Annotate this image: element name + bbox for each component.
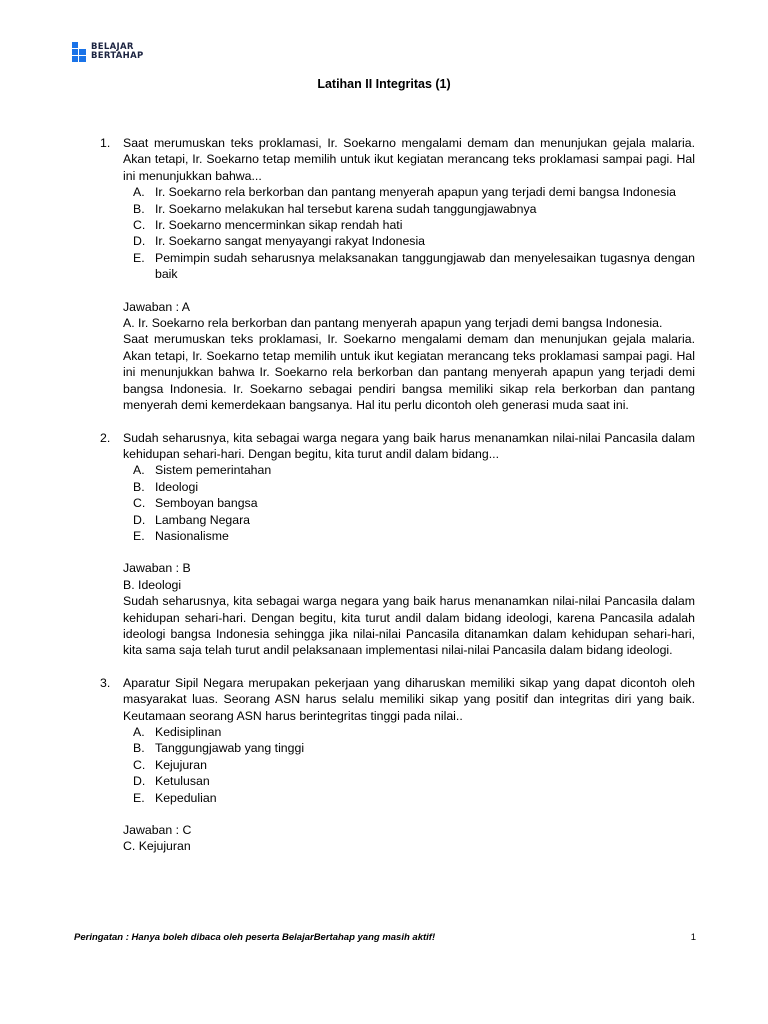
option-b <box>123 479 695 495</box>
question-number: 3. <box>100 675 111 690</box>
page-number: 1 <box>690 932 696 943</box>
option-d <box>123 773 695 789</box>
option-text: Semboyan bangsa <box>155 496 258 511</box>
option-c <box>123 757 695 773</box>
answer-label: Jawaban : B <box>123 561 191 576</box>
brand-line-1: BELAJAR <box>91 42 134 52</box>
option-letter: E. <box>133 250 145 265</box>
answer-label: Jawaban : C <box>123 823 192 838</box>
option-e <box>123 790 695 806</box>
answer-label: Jawaban : A <box>123 299 190 314</box>
option-letter: B. <box>133 479 145 494</box>
option-letter: C. <box>133 218 146 233</box>
question-body <box>123 675 695 855</box>
option-text: Ideologi <box>155 479 199 494</box>
answer-explanation: Sudah seharusnya, kita sebagai warga negara yang baik harus menanamkan nilai-nilai Pancasila dalam kehidupan sehari-hari. Dengan begitu, kita turut andil dalam bidang ideologi, karena Pancasila adalah ideologi bangsa Indonesia sehingga jika nilai-nilai Pancasila ditanamkan dalam kehidupan sehari-hari, kita sama saja telah turut andil pelaksanaan implementasi nilai-nilai Pancasila dalam bidang ideologi. <box>123 594 695 658</box>
brand-line-2: BERTAHAP <box>91 51 144 61</box>
answer-text: C. Kejujuran <box>123 839 191 854</box>
option-letter: D. <box>133 774 146 789</box>
option-b <box>123 201 695 217</box>
option-a <box>123 184 695 200</box>
question-stem: Saat merumuskan teks proklamasi, Ir. Soekarno mengalami demam dan menunjukan gejala malaria. Akan tetapi, Ir. Soekarno tetap memilih untuk ikut kegiatan merancang teks proklamasi sampai pagi. Hal ini menunjukkan bahwa... <box>123 136 695 183</box>
question-1 <box>100 135 695 414</box>
option-text: Kedisiplinan <box>155 725 222 739</box>
option-list <box>123 724 695 806</box>
question-number: 2. <box>100 430 111 445</box>
question-body <box>123 430 695 659</box>
question-2 <box>100 430 695 659</box>
option-text: Sistem pemerintahan <box>155 463 272 478</box>
option-letter: D. <box>133 512 146 527</box>
option-text: Ir. Soekarno sangat menyayangi rakyat Indonesia <box>155 234 426 249</box>
option-list <box>123 462 695 544</box>
option-text: Ir. Soekarno mencerminkan sikap rendah hati <box>155 218 403 233</box>
answer-text: B. Ideologi <box>123 577 182 592</box>
option-letter: A. <box>133 463 145 478</box>
option-e <box>123 528 695 544</box>
option-letter: E. <box>133 790 145 805</box>
option-e <box>123 250 695 283</box>
option-letter: C. <box>133 757 146 772</box>
answer-text: A. Ir. Soekarno rela berkorban dan pantang menyerah apapun yang terjadi demi bangsa Indonesia. <box>123 316 663 331</box>
option-text: Ir. Soekarno rela berkorban dan pantang menyerah apapun yang terjadi demi bangsa Indonesia <box>155 185 676 200</box>
belajar-bertahap-logo-icon <box>72 42 87 62</box>
option-letter: B. <box>133 201 145 216</box>
page-title: Latihan II Integritas (1) <box>317 77 451 91</box>
option-c <box>123 217 695 233</box>
question-list <box>100 135 695 855</box>
option-text: Kepedulian <box>155 790 217 805</box>
question-3 <box>100 675 695 855</box>
option-text: Kejujuran <box>155 757 207 772</box>
option-letter: E. <box>133 528 145 543</box>
option-text: Ketulusan <box>155 774 210 789</box>
footer-warning: Peringatan : Hanya boleh dibaca oleh peserta BelajarBertahap yang masih aktif! <box>74 932 436 943</box>
question-body <box>123 135 695 414</box>
option-text: Pemimpin sudah seharusnya melaksanakan tanggungjawab dan menyelesaikan tugasnya dengan baik <box>155 250 695 282</box>
option-letter: B. <box>133 741 145 756</box>
option-letter: A. <box>133 725 145 739</box>
option-text: Ir. Soekarno melakukan hal tersebut karena sudah tanggungjawabnya <box>155 201 537 216</box>
option-letter: D. <box>133 234 146 249</box>
option-text: Lambang Negara <box>155 512 251 527</box>
option-a <box>123 724 695 740</box>
option-c <box>123 495 695 511</box>
option-letter: A. <box>133 185 145 200</box>
option-d <box>123 512 695 528</box>
option-a <box>123 462 695 478</box>
brand-name <box>91 43 144 61</box>
option-text: Nasionalisme <box>155 528 229 543</box>
option-text: Tanggungjawab yang tinggi <box>155 741 305 756</box>
option-d <box>123 233 695 249</box>
option-b <box>123 740 695 756</box>
question-stem: Sudah seharusnya, kita sebagai warga negara yang baik harus menanamkan nilai-nilai Pancasila dalam kehidupan sehari-hari. Dengan begitu, kita turut andil dalam bidang... <box>123 430 695 461</box>
question-stem: Aparatur Sipil Negara merupakan pekerjaan yang diharuskan memiliki sikap yang dapat dicontoh oleh masyarakat luas. Seorang ASN harus selalu memiliki sikap yang positif dan integritas diri yang baik. Keutamaan seorang ASN harus berintegritas tinggi pada nilai.. <box>123 675 695 723</box>
brand-logo <box>72 42 144 62</box>
answer-explanation: Saat merumuskan teks proklamasi, Ir. Soekarno mengalami demam dan menunjukan gejala malaria. Akan tetapi, Ir. Soekarno tetap memilih untuk ikut kegiatan merancang teks proklamasi sampai pagi. Hal ini menunjukkan bahwa Ir. Soekarno rela berkorban dan pantang menyerah apapun yang terjadi demi bangsa Indonesia. Ir. Soekarno sebagai pendiri bangsa memiliki sikap rela berkorban dan pantang menyerah demi kemerdekaan bangsanya. Hal itu perlu dicontoh oleh generasi muda saat ini. <box>123 332 695 413</box>
option-list <box>123 184 695 282</box>
page-footer <box>74 932 696 943</box>
question-number: 1. <box>100 136 111 150</box>
option-letter: C. <box>133 496 146 511</box>
